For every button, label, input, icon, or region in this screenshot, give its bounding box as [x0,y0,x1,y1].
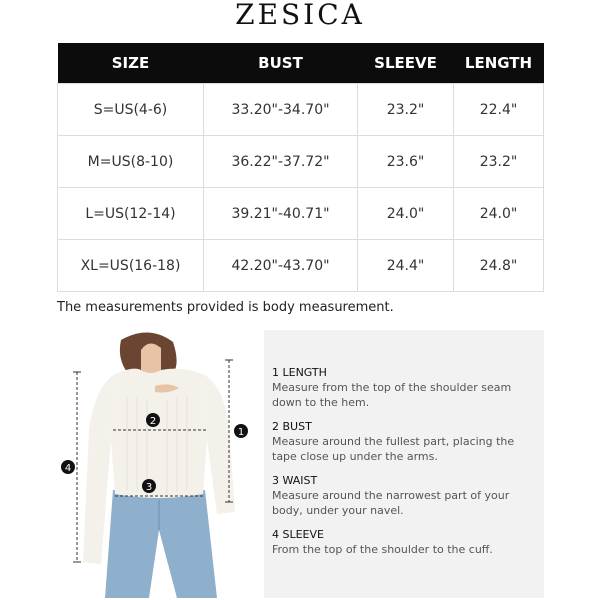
cell-size: M=US(8-10) [58,136,204,188]
measurement-note: The measurements provided is body measurement. [57,300,394,315]
cell-bust: 33.20"-34.70" [204,84,358,136]
column-header-size: SIZE [58,43,204,84]
marker-waist-label: 3 [145,482,153,493]
guide-item-bust [272,420,537,464]
marker-bust [146,413,160,427]
guide-item-title: 1 LENGTH [272,366,327,379]
cell-length: 24.8" [454,240,544,292]
guide-item-title: 4 SLEEVE [272,528,324,541]
cell-length: 24.0" [454,188,544,240]
cell-bust: 42.20"-43.70" [204,240,358,292]
cell-length: 23.2" [454,136,544,188]
cell-bust: 39.21"-40.71" [204,188,358,240]
marker-bust-label: 2 [149,416,157,427]
size-chart-table [57,43,544,292]
cell-size: XL=US(16-18) [58,240,204,292]
guide-item-length [272,366,537,410]
model-neck [141,343,161,373]
cell-sleeve: 24.4" [358,240,454,292]
guide-item-description: Measure around the fullest part, placing the tape close up under the arms. [272,435,515,463]
marker-sleeve-label: 4 [64,463,72,474]
column-header-length: LENGTH [454,43,544,84]
table-row [58,240,544,292]
table-row [58,136,544,188]
guide-item-description: Measure from the top of the shoulder seam down to the hem. [272,381,512,409]
cell-length: 22.4" [454,84,544,136]
guide-item-description: Measure around the narrowest part of your body, under your navel. [272,489,510,517]
marker-length [234,424,248,438]
cell-sleeve: 24.0" [358,188,454,240]
marker-length-label: 1 [237,427,245,438]
measurement-guide-panel [264,330,544,598]
cell-size: L=US(12-14) [58,188,204,240]
brand-logo: ZESICA [235,0,365,31]
table-row [58,84,544,136]
marker-waist [142,479,156,493]
marker-sleeve [61,460,75,474]
guide-item-title: 2 BUST [272,420,312,433]
table-header-row [58,43,544,84]
table-row [58,188,544,240]
cell-sleeve: 23.2" [358,84,454,136]
cell-bust: 36.22"-37.72" [204,136,358,188]
cell-sleeve: 23.6" [358,136,454,188]
guide-item-waist [272,474,537,518]
guide-item-title: 3 WAIST [272,474,318,487]
model-photo [57,330,257,598]
cell-size: S=US(4-6) [58,84,204,136]
column-header-sleeve: SLEEVE [358,43,454,84]
guide-item-description: From the top of the shoulder to the cuff. [272,543,493,556]
guide-item-sleeve [272,528,537,557]
column-header-bust: BUST [204,43,358,84]
